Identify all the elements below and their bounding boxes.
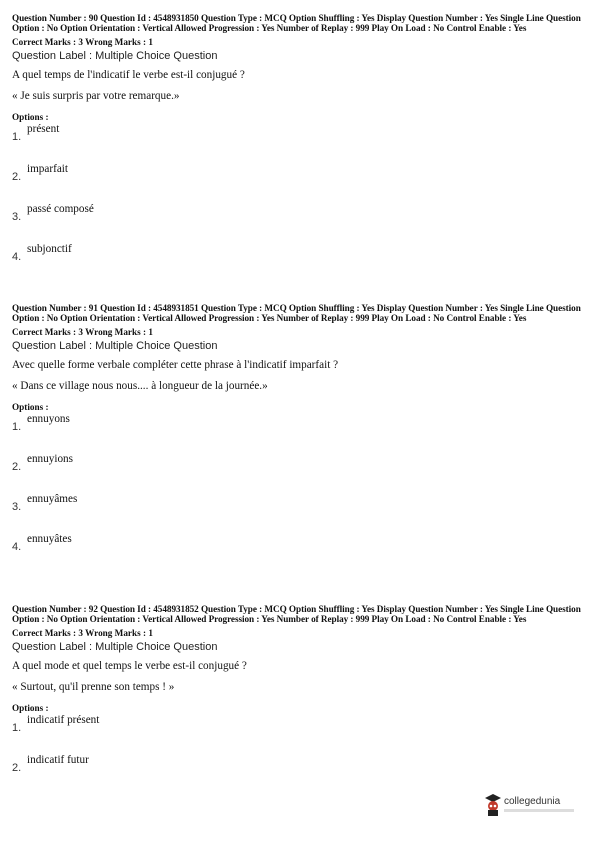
option-text: indicatif futur	[27, 754, 89, 766]
question-quote: « Je suis surpris par votre remarque.»	[12, 90, 180, 102]
option-2[interactable]	[12, 163, 582, 203]
question-text: Avec quelle forme verbale compléter cette phrase à l'indicatif imparfait ?	[12, 359, 339, 371]
option-3[interactable]	[12, 203, 582, 243]
question-marks: Correct Marks : 3 Wrong Marks : 1	[12, 327, 153, 337]
option-number: 1.	[12, 131, 22, 143]
options-heading: Options :	[12, 112, 49, 122]
option-number: 2.	[12, 171, 22, 183]
option-text: indicatif présent	[27, 714, 100, 726]
question-block-92	[12, 604, 582, 794]
option-1[interactable]	[12, 714, 582, 754]
option-text: ennuyâmes	[27, 493, 78, 505]
option-text: ennuyâtes	[27, 533, 72, 545]
option-text: ennuyions	[27, 453, 73, 465]
question-meta: Question Number : 91 Question Id : 4548931851 Question Type : MCQ Option Shuffling : Yes Display Question Number : Yes Single Line Question Option : No Option Orientation : Vertical Allowed Progression : Yes Number of Replay : 999 Play On Load : No Control Enable : Yes	[12, 303, 581, 323]
option-number: 4.	[12, 251, 22, 263]
option-1[interactable]	[12, 413, 582, 453]
question-quote: « Dans ce village nous nous.... à longueur de la journée.»	[12, 380, 268, 392]
option-text: subjonctif	[27, 243, 72, 255]
option-4[interactable]	[12, 533, 582, 573]
option-2[interactable]	[12, 453, 582, 493]
options-heading: Options :	[12, 402, 49, 412]
option-number: 1.	[12, 722, 22, 734]
option-number: 4.	[12, 541, 22, 553]
option-number: 3.	[12, 211, 22, 223]
option-text: présent	[27, 123, 60, 135]
question-block-91	[12, 303, 582, 573]
options-heading: Options :	[12, 703, 49, 713]
option-number: 1.	[12, 421, 22, 433]
option-text: passé composé	[27, 203, 94, 215]
graduate-icon	[484, 793, 502, 817]
question-text: A quel mode et quel temps le verbe est-il conjugué ?	[12, 660, 247, 672]
option-text: imparfait	[27, 163, 69, 175]
question-label: Question Label : Multiple Choice Question	[12, 641, 218, 653]
option-4[interactable]	[12, 243, 582, 283]
logo-text: collegedunia	[504, 796, 561, 807]
question-text: A quel temps de l'indicatif le verbe est-il conjugué ?	[12, 69, 245, 81]
option-number: 2.	[12, 461, 22, 473]
option-3[interactable]	[12, 493, 582, 533]
question-label: Question Label : Multiple Choice Question	[12, 340, 218, 352]
collegedunia-logo	[484, 791, 574, 821]
option-number: 3.	[12, 501, 22, 513]
question-meta: Question Number : 92 Question Id : 4548931852 Question Type : MCQ Option Shuffling : Yes Display Question Number : Yes Single Line Question Option : No Option Orientation : Vertical Allowed Progression : Yes Number of Replay : 999 Play On Load : No Control Enable : Yes	[12, 604, 581, 624]
question-quote: « Surtout, qu'il prenne son temps ! »	[12, 681, 175, 693]
option-2[interactable]	[12, 754, 582, 794]
question-meta: Question Number : 90 Question Id : 4548931850 Question Type : MCQ Option Shuffling : Yes Display Question Number : Yes Single Line Question Option : No Option Orientation : Vertical Allowed Progression : Yes Number of Replay : 999 Play On Load : No Control Enable : Yes	[12, 13, 581, 33]
option-number: 2.	[12, 762, 22, 774]
question-block-90	[12, 13, 582, 283]
option-1[interactable]	[12, 123, 582, 163]
question-label: Question Label : Multiple Choice Question	[12, 50, 218, 62]
logo-tagline	[504, 809, 574, 812]
question-marks: Correct Marks : 3 Wrong Marks : 1	[12, 37, 153, 47]
option-text: ennuyons	[27, 413, 70, 425]
question-marks: Correct Marks : 3 Wrong Marks : 1	[12, 628, 153, 638]
